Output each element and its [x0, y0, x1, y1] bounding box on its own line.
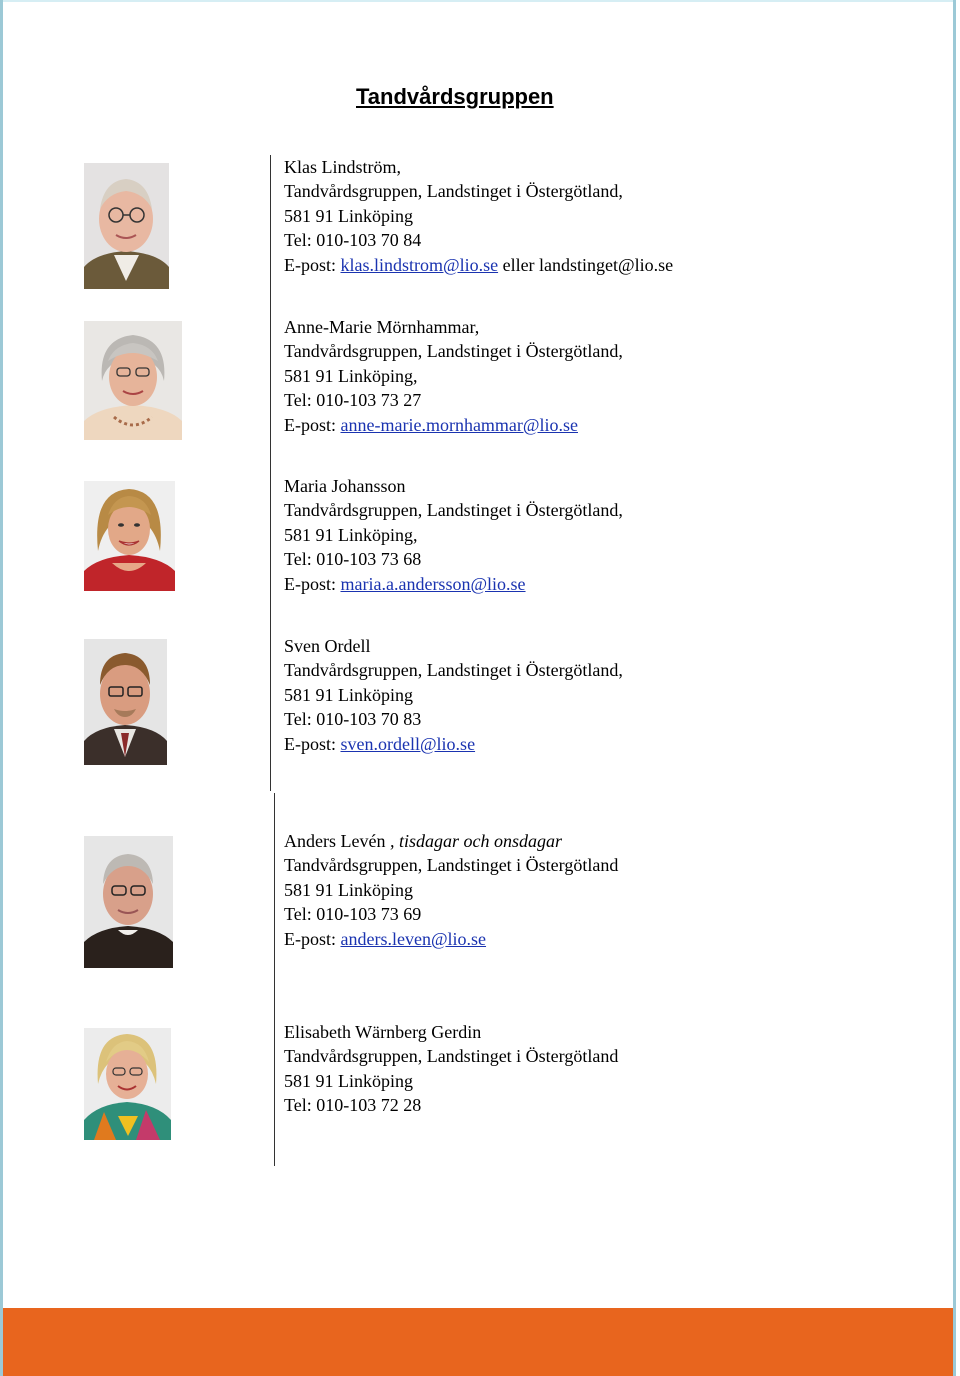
- contact-entry: [284, 474, 623, 596]
- person-email-line: [284, 732, 623, 756]
- person-email-line: [284, 413, 623, 437]
- person-email-line: [284, 927, 618, 951]
- person-photo: [84, 836, 173, 968]
- person-city: 581 91 Linköping,: [284, 365, 418, 386]
- person-email-line: [284, 572, 623, 596]
- person-city: 581 91 Linköping: [284, 205, 413, 226]
- person-name: Elisabeth Wärnberg Gerdin: [284, 1022, 482, 1042]
- person-organization: Tandvårdsgruppen, Landstinget i Östergötland,: [284, 181, 623, 202]
- portrait-photo-man-glasses-icon: [84, 836, 173, 968]
- contact-entry: [284, 1020, 618, 1118]
- page-right-border: [953, 0, 956, 1376]
- email-link[interactable]: maria.a.andersson@lio.se: [340, 573, 526, 594]
- person-name-line: [284, 829, 618, 853]
- person-name: Anne-Marie Mörnhammar,: [284, 317, 480, 337]
- page-top-border: [0, 0, 956, 2]
- contact-entry: [284, 829, 618, 951]
- contact-entry: [284, 315, 623, 437]
- person-organization: Tandvårdsgruppen, Landstinget i Östergötland,: [284, 341, 623, 362]
- page-left-border: [0, 0, 3, 1376]
- person-photo: [84, 1028, 171, 1140]
- email-link[interactable]: sven.ordell@lio.se: [340, 733, 476, 754]
- person-email-line: [284, 253, 673, 277]
- person-name: Anders Levén: [284, 831, 386, 851]
- email-prefix: E-post:: [284, 254, 341, 275]
- person-phone: Tel: 010-103 73 69: [284, 904, 422, 925]
- email-suffix: eller landstinget@lio.se: [498, 254, 674, 275]
- person-name: Sven Ordell: [284, 636, 371, 656]
- email-prefix: E-post:: [284, 733, 341, 754]
- person-photo: [84, 163, 169, 289]
- person-city: 581 91 Linköping: [284, 684, 413, 705]
- person-city: 581 91 Linköping: [284, 879, 413, 900]
- email-link[interactable]: anders.leven@lio.se: [340, 928, 487, 949]
- divider-line: [274, 980, 275, 1166]
- email-prefix: E-post:: [284, 573, 341, 594]
- person-photo: [84, 321, 182, 440]
- portrait-photo-man-glasses-icon: [84, 163, 169, 289]
- person-organization: Tandvårdsgruppen, Landstinget i Östergötland: [284, 1046, 619, 1067]
- divider-line: [270, 155, 271, 791]
- portrait-photo-woman-icon: [84, 481, 175, 591]
- person-organization: Tandvårdsgruppen, Landstinget i Östergötland,: [284, 500, 623, 521]
- email-prefix: E-post:: [284, 414, 341, 435]
- portrait-photo-woman-glasses-icon: [84, 321, 182, 440]
- page-title: Tandvårdsgruppen: [356, 84, 554, 109]
- person-organization: Tandvårdsgruppen, Landstinget i Östergötland,: [284, 660, 623, 681]
- person-city: 581 91 Linköping: [284, 1070, 413, 1091]
- person-name: Klas Lindström,: [284, 157, 401, 177]
- footer-band: [3, 1308, 953, 1376]
- person-phone: Tel: 010-103 73 27: [284, 390, 422, 411]
- email-link[interactable]: klas.lindstrom@lio.se: [340, 254, 499, 275]
- person-phone: Tel: 010-103 73 68: [284, 549, 422, 570]
- portrait-photo-woman-scarf-icon: [84, 1028, 171, 1140]
- person-phone: Tel: 010-103 70 83: [284, 709, 422, 730]
- person-workdays: , tisdagar och onsdagar: [385, 831, 562, 851]
- portrait-photo-man-glasses-icon: [84, 639, 167, 765]
- contact-entry: [284, 634, 623, 756]
- person-name: Maria Johansson: [284, 476, 406, 496]
- person-organization: Tandvårdsgruppen, Landstinget i Östergötland: [284, 855, 619, 876]
- contact-entry: [284, 155, 673, 277]
- person-photo: [84, 481, 175, 591]
- person-phone: Tel: 010-103 72 28: [284, 1095, 422, 1116]
- person-phone: Tel: 010-103 70 84: [284, 230, 422, 251]
- email-link[interactable]: anne-marie.mornhammar@lio.se: [340, 414, 578, 435]
- person-photo: [84, 639, 167, 765]
- email-prefix: E-post:: [284, 928, 341, 949]
- person-city: 581 91 Linköping,: [284, 524, 418, 545]
